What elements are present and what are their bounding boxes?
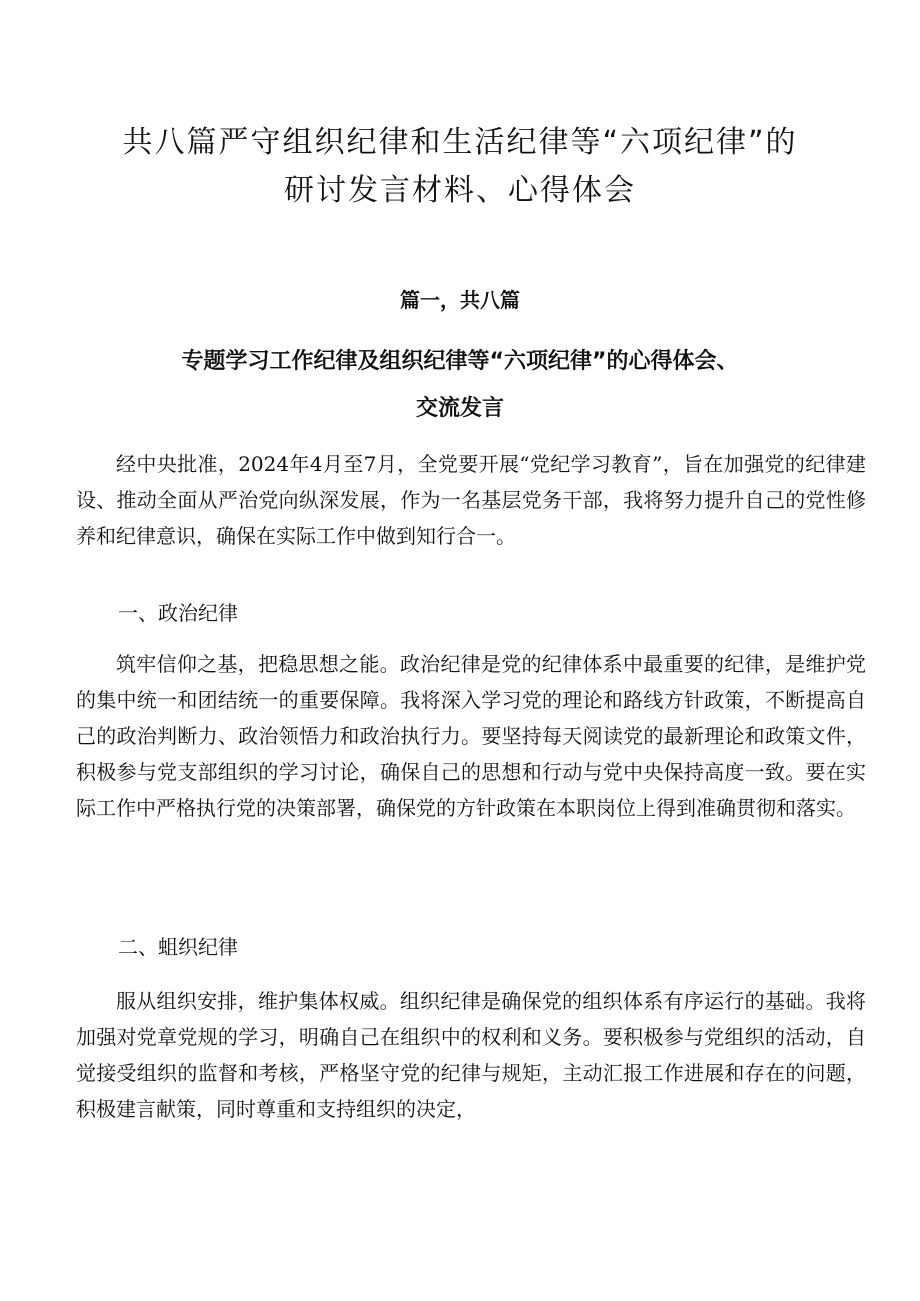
document-title-line-1: 共八篇严守组织纪律和生活纪律等“六项纪律”的 <box>122 125 798 160</box>
article-title-line-1: 专题学习工作纪律及组织纪律等“六项纪律”的心得体会、 <box>181 349 739 374</box>
intro-paragraph: 经中央批准，2024年4月至7月，全党要开展“党纪学习教育”，旨在加强党的纪律建设、推动全面从严治党向纵深发展，作为一名基层党务干部，我将努力提升自己的党性修养和纪律意识，确保在实际工作中做到知行合一。 <box>76 452 866 548</box>
section-heading-political: 一、政治纪律 <box>118 601 238 625</box>
section-heading-organizational: 二、蛆织纪律 <box>118 935 238 959</box>
article-number: 篇一，共八篇 <box>400 288 520 312</box>
section-body-organizational: 服从组织安排，维护集体权威。组织纪律是确保党的组织体系有序运行的基础。我将加强对党章党规的学习，明确自己在组织中的权利和义务。要积极参与党组织的活动，自觉接受组织的监督和考核，严格坚守党的纪律与规矩，主动汇报工作进展和存在的问题，积极建言献策，同时尊重和支持组织的决定， <box>76 989 866 1121</box>
article-title-line-2: 交流发言 <box>415 396 504 421</box>
section-body-political: 筑牢信仰之基，把稳思想之能。政治纪律是党的纪律体系中最重要的纪律，是维护党的集中统一和团结统一的重要保障。我将深入学习党的理论和路线方针政策，不断提高自己的政治判断力、政治领悟力和政治执行力。要坚持每天阅读党的最新理论和政策文件，积极参与党支部组织的学习讨论，确保自己的思想和行动与党中央保持高度一致。要在实际工作中严格执行党的决策部署，确保党的方针政策在本职岗位上得到准确贯彻和落实。 <box>76 652 866 820</box>
document-title-line-2: 研讨发言材料、心得体会 <box>284 173 636 208</box>
